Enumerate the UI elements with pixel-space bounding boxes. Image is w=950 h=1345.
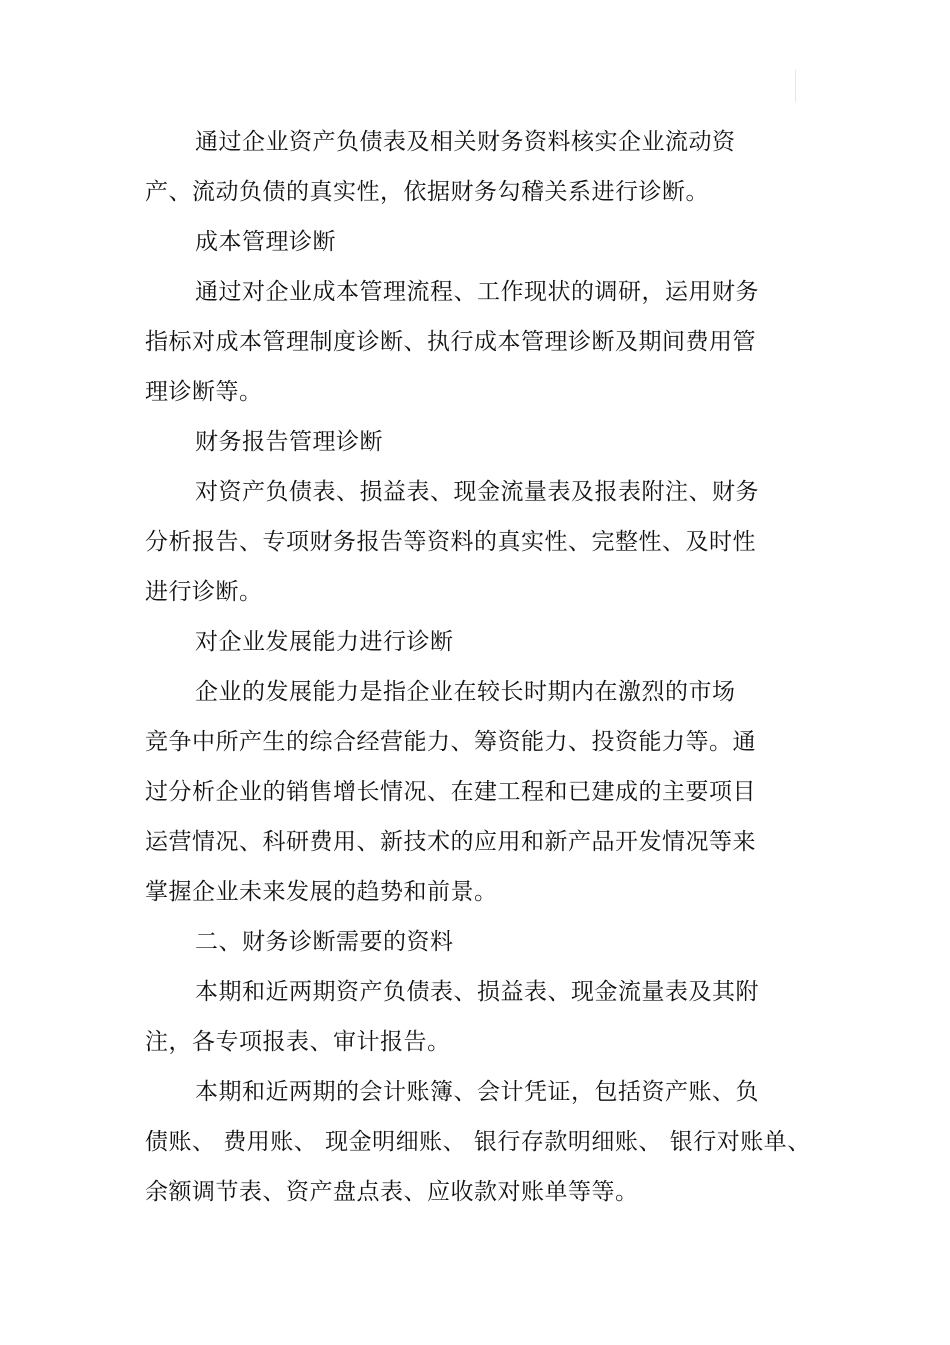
- paragraph-line: 企业的发展能力是指企业在较长时期内在激烈的市场: [195, 679, 736, 705]
- paragraph-line: 产、流动负债的真实性，依据财务勾稽关系进行诊断。: [145, 179, 709, 205]
- paragraph-line: 余额调节表、资产盘点表、应收款对账单等等。: [145, 1179, 639, 1205]
- section-heading: 对企业发展能力进行诊断: [195, 629, 454, 655]
- paragraph-line: 本期和近两期资产负债表、损益表、现金流量表及其附: [195, 979, 759, 1005]
- paragraph-line: 运营情况、科研费用、新技术的应用和新产品开发情况等来: [145, 829, 756, 855]
- paragraph-line: 注，各专项报表、审计报告。: [145, 1029, 451, 1055]
- paragraph-line: 分析报告、专项财务报告等资料的真实性、完整性、及时性: [145, 529, 756, 555]
- paragraph-line: 指标对成本管理制度诊断、执行成本管理诊断及期间费用管: [145, 329, 756, 355]
- paragraph-line: 通过企业资产负债表及相关财务资料核实企业流动资: [195, 129, 736, 155]
- paragraph-line: 通过对企业成本管理流程、工作现状的调研，运用财务: [195, 279, 759, 305]
- paragraph-line: 竞争中所产生的综合经营能力、筹资能力、投资能力等。通: [145, 729, 756, 755]
- section-heading: 成本管理诊断: [195, 229, 336, 255]
- paragraph-line: 掌握企业未来发展的趋势和前景。: [145, 879, 498, 905]
- paragraph-line: 过分析企业的销售增长情况、在建工程和已建成的主要项目: [145, 779, 756, 805]
- section-heading: 财务报告管理诊断: [195, 429, 383, 455]
- paragraph-line: 进行诊断。: [145, 579, 263, 605]
- page-edge-mark: [795, 70, 796, 102]
- paragraph-line: 债账、 费用账、 现金明细账、 银行存款明细账、 银行对账单、: [145, 1129, 811, 1155]
- paragraph-line: 对资产负债表、损益表、现金流量表及报表附注、财务: [195, 479, 759, 505]
- paragraph-line: 理诊断等。: [145, 379, 263, 405]
- paragraph-line: 本期和近两期的会计账簿、会计凭证，包括资产账、负: [195, 1079, 759, 1105]
- section-heading: 二、财务诊断需要的资料: [195, 929, 454, 955]
